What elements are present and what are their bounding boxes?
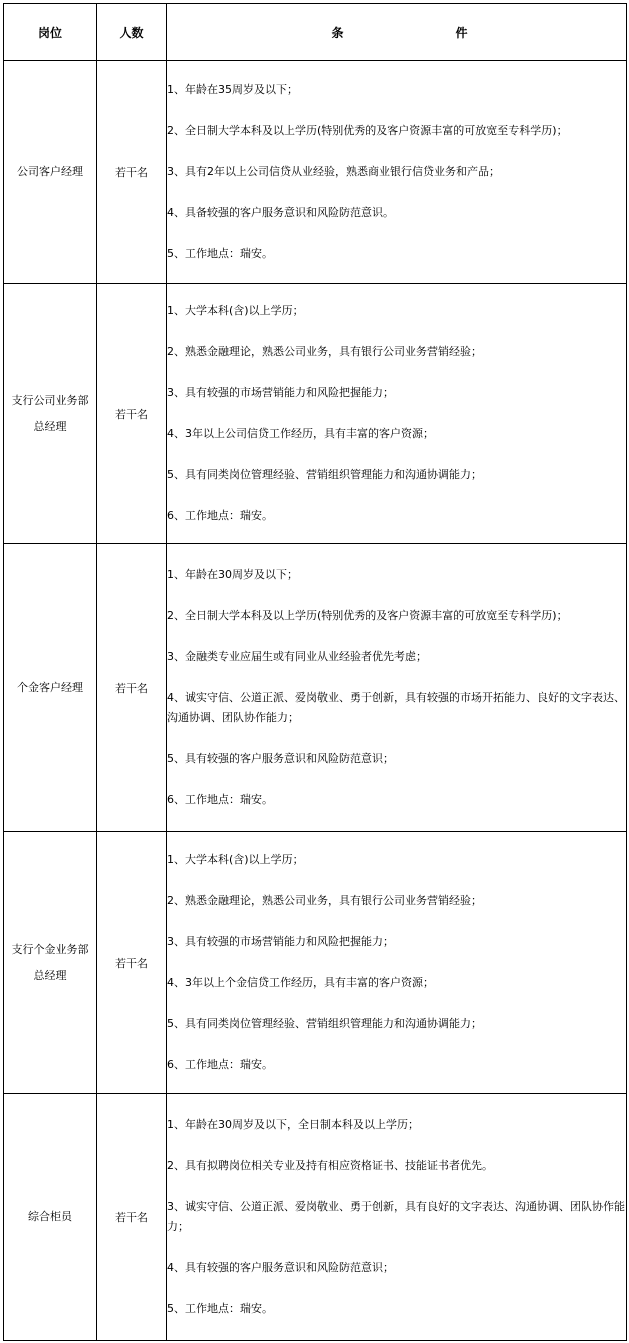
header-condition bbox=[167, 4, 627, 61]
condition-text: 工作地点：瑞安。 bbox=[185, 247, 273, 260]
condition-item bbox=[167, 565, 626, 585]
condition-item bbox=[167, 342, 626, 362]
table-row bbox=[4, 832, 627, 1094]
position-name: 总经理 bbox=[33, 968, 67, 982]
count-cell: 若干名 bbox=[97, 544, 167, 832]
conditions-cell bbox=[167, 544, 627, 832]
conditions-cell bbox=[167, 284, 627, 544]
condition-item bbox=[167, 162, 626, 182]
condition-index: 3 、 bbox=[167, 1200, 185, 1213]
position-name: 个金客户经理 bbox=[17, 680, 83, 694]
condition-text: 具有较强的客户服务意识和风险防范意识； bbox=[185, 1261, 394, 1274]
condition-text: 工作地点：瑞安。 bbox=[185, 1058, 273, 1071]
table-row bbox=[4, 544, 627, 832]
condition-item bbox=[167, 606, 626, 626]
condition-index: 5 、 bbox=[167, 752, 185, 765]
count-cell: 若干名 bbox=[97, 1094, 167, 1341]
position-name: 公司客户经理 bbox=[17, 165, 83, 178]
condition-text: 3年以上个金信贷工作经历，具有丰富的客户资源； bbox=[185, 976, 434, 989]
condition-index: 2 、 bbox=[167, 1159, 185, 1172]
condition-text: 年龄在30周岁及以下； bbox=[185, 568, 298, 581]
conditions-list bbox=[167, 850, 626, 1075]
condition-index: 5 、 bbox=[167, 468, 185, 481]
condition-text: 具有同类岗位管理经验、营销组织管理能力和沟通协调能力； bbox=[185, 1017, 482, 1030]
condition-item bbox=[167, 1014, 626, 1034]
condition-text: 具有同类岗位管理经验、营销组织管理能力和沟通协调能力； bbox=[185, 468, 482, 481]
header-row bbox=[4, 4, 627, 61]
condition-text: 诚实守信、公道正派、爱岗敬业、勇于创新，具有较强的市场开拓能力、良好的文字表达、沟通协调、团队协作能力； bbox=[167, 691, 625, 724]
position-cell bbox=[4, 284, 97, 544]
condition-index: 5 、 bbox=[167, 1017, 185, 1030]
header-condition-right: 件 bbox=[455, 25, 468, 40]
count-cell: 若干名 bbox=[97, 61, 167, 284]
condition-text: 工作地点：瑞安。 bbox=[185, 793, 273, 806]
condition-index: 2 、 bbox=[167, 345, 185, 358]
condition-item bbox=[167, 80, 626, 100]
condition-item bbox=[167, 688, 626, 728]
position-name: 支行公司业务部 bbox=[11, 393, 89, 407]
table-row bbox=[4, 61, 627, 284]
condition-text: 具有较强的市场营销能力和风险把握能力； bbox=[185, 935, 394, 948]
conditions-cell bbox=[167, 61, 627, 284]
condition-index: 1 、 bbox=[167, 568, 185, 581]
table-body bbox=[4, 61, 627, 1341]
condition-text: 工作地点：瑞安。 bbox=[185, 509, 273, 522]
table-row bbox=[4, 1094, 627, 1341]
condition-text: 全日制大学本科及以上学历(特别优秀的及客户资源丰富的可放宽至专科学历)； bbox=[185, 124, 568, 137]
condition-item bbox=[167, 1299, 626, 1319]
condition-item bbox=[167, 891, 626, 911]
condition-index: 6 、 bbox=[167, 509, 185, 522]
condition-item bbox=[167, 932, 626, 952]
position-cell bbox=[4, 61, 97, 284]
condition-item bbox=[167, 301, 626, 321]
recruitment-table bbox=[3, 3, 627, 1341]
condition-text: 熟悉金融理论，熟悉公司业务，具有银行公司业务营销经验； bbox=[185, 345, 482, 358]
count-cell: 若干名 bbox=[97, 284, 167, 544]
condition-index: 4 、 bbox=[167, 976, 185, 989]
condition-text: 大学本科(含)以上学历； bbox=[185, 853, 304, 866]
conditions-list bbox=[167, 565, 626, 810]
condition-item bbox=[167, 203, 626, 223]
condition-text: 金融类专业应届生或有同业从业经验者优先考虑； bbox=[185, 650, 427, 663]
condition-index: 1 、 bbox=[167, 83, 185, 96]
condition-index: 3 、 bbox=[167, 650, 185, 663]
condition-text: 工作地点：瑞安。 bbox=[185, 1302, 273, 1315]
position-cell bbox=[4, 832, 97, 1094]
count-cell: 若干名 bbox=[97, 832, 167, 1094]
condition-text: 具备较强的客户服务意识和风险防范意识。 bbox=[185, 206, 394, 219]
condition-index: 6 、 bbox=[167, 793, 185, 806]
condition-item bbox=[167, 1055, 626, 1075]
condition-index: 1 、 bbox=[167, 304, 185, 317]
condition-index: 4 、 bbox=[167, 1261, 185, 1274]
condition-text: 熟悉金融理论，熟悉公司业务，具有银行公司业务营销经验； bbox=[185, 894, 482, 907]
condition-index: 2 、 bbox=[167, 124, 185, 137]
condition-index: 5 、 bbox=[167, 1302, 185, 1315]
condition-index: 4 、 bbox=[167, 427, 185, 440]
condition-index: 4 、 bbox=[167, 206, 185, 219]
condition-item bbox=[167, 506, 626, 526]
condition-index: 4 、 bbox=[167, 691, 185, 704]
condition-index: 2 、 bbox=[167, 609, 185, 622]
condition-index: 5 、 bbox=[167, 247, 185, 260]
condition-text: 具有拟聘岗位相关专业及持有相应资格证书、技能证书者优先。 bbox=[185, 1159, 493, 1172]
condition-text: 3年以上公司信贷工作经历，具有丰富的客户资源； bbox=[185, 427, 434, 440]
condition-text: 大学本科(含)以上学历； bbox=[185, 304, 304, 317]
condition-item bbox=[167, 465, 626, 485]
position-name: 总经理 bbox=[33, 419, 67, 433]
condition-text: 年龄在30周岁及以下，全日制本科及以上学历； bbox=[185, 1118, 419, 1131]
condition-item bbox=[167, 121, 626, 141]
conditions-cell bbox=[167, 832, 627, 1094]
condition-item bbox=[167, 973, 626, 993]
condition-item bbox=[167, 424, 626, 444]
position-name: 支行个金业务部 bbox=[11, 942, 89, 956]
condition-text: 年龄在35周岁及以下； bbox=[185, 83, 298, 96]
condition-text: 全日制大学本科及以上学历(特别优秀的及客户资源丰富的可放宽至专科学历)； bbox=[185, 609, 568, 622]
condition-item bbox=[167, 244, 626, 264]
condition-item bbox=[167, 850, 626, 870]
condition-item bbox=[167, 1197, 626, 1237]
condition-index: 1 、 bbox=[167, 1118, 185, 1131]
condition-item bbox=[167, 1258, 626, 1278]
table-row bbox=[4, 284, 627, 544]
condition-text: 具有2年以上公司信贷从业经验，熟悉商业银行信贷业务和产品； bbox=[185, 165, 500, 178]
condition-text: 诚实守信、公道正派、爱岗敬业、勇于创新，具有良好的文字表达、沟通协调、团队协作能力； bbox=[167, 1200, 625, 1233]
condition-item bbox=[167, 749, 626, 769]
header-count: 人数 bbox=[97, 4, 167, 61]
position-cell bbox=[4, 1094, 97, 1341]
condition-index: 3 、 bbox=[167, 935, 185, 948]
condition-index: 3 、 bbox=[167, 165, 185, 178]
header-position: 岗位 bbox=[4, 4, 97, 61]
condition-text: 具有较强的市场营销能力和风险把握能力； bbox=[185, 386, 394, 399]
condition-index: 6 、 bbox=[167, 1058, 185, 1071]
condition-index: 1 、 bbox=[167, 853, 185, 866]
condition-item bbox=[167, 1115, 626, 1135]
condition-item bbox=[167, 790, 626, 810]
condition-index: 2 、 bbox=[167, 894, 185, 907]
conditions-list bbox=[167, 80, 626, 264]
condition-item bbox=[167, 1156, 626, 1176]
conditions-cell bbox=[167, 1094, 627, 1341]
condition-index: 3 、 bbox=[167, 386, 185, 399]
conditions-list bbox=[167, 301, 626, 526]
header-condition-left: 条 bbox=[331, 25, 344, 40]
condition-text: 具有较强的客户服务意识和风险防范意识； bbox=[185, 752, 394, 765]
condition-item bbox=[167, 647, 626, 667]
condition-item bbox=[167, 383, 626, 403]
position-name: 综合柜员 bbox=[28, 1210, 72, 1223]
position-cell bbox=[4, 544, 97, 832]
conditions-list bbox=[167, 1115, 626, 1319]
